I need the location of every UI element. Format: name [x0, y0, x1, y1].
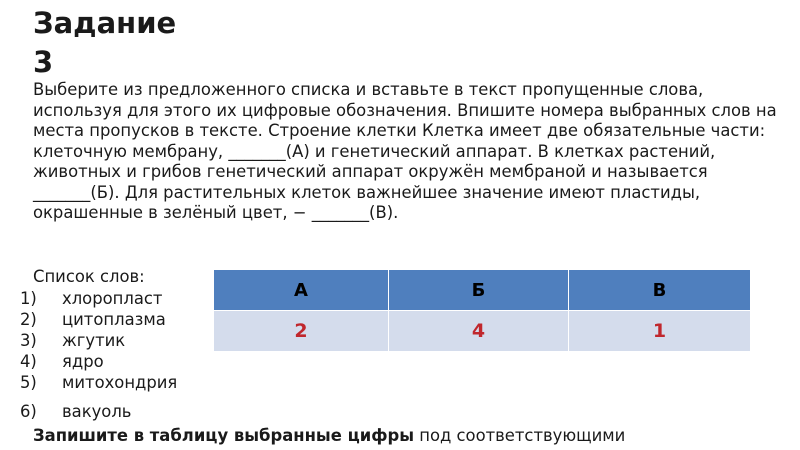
answer-table — [213, 269, 751, 352]
header-cell-a: А — [214, 270, 389, 311]
word-text: хлоропласт — [62, 289, 163, 308]
word-number: 1) — [20, 289, 37, 308]
word-number: 6) — [20, 402, 37, 421]
footer-text: под соответствующими — [414, 426, 626, 445]
word-text: вакуоль — [62, 402, 132, 421]
header-cell-b: Б — [389, 270, 569, 311]
word-list-item — [20, 372, 177, 393]
answer-cell-b: 4 — [389, 311, 569, 352]
task-title-number: 3 — [33, 45, 54, 79]
word-list-item — [20, 401, 177, 422]
footer-instruction — [33, 425, 625, 447]
word-text: ядро — [62, 352, 104, 371]
task-title — [33, 4, 176, 82]
task-title-word: Задание — [33, 6, 177, 40]
answer-cell-v: 1 — [569, 311, 751, 352]
word-list-title: Список слов: — [33, 267, 145, 286]
footer-bold-text: Запишите в таблицу выбранные цифры — [33, 426, 415, 445]
header-cell-v: В — [569, 270, 751, 311]
word-number: 2) — [20, 310, 37, 329]
word-list-item — [20, 288, 177, 309]
word-text: цитоплазма — [62, 310, 166, 329]
answer-cell-a: 2 — [214, 311, 389, 352]
word-text: митохондрия — [62, 373, 178, 392]
word-number: 3) — [20, 331, 37, 350]
word-list-item — [20, 309, 177, 330]
word-list-item — [20, 351, 177, 372]
answer-table-row — [214, 311, 751, 352]
word-number: 4) — [20, 352, 37, 371]
task-text: Выберите из предложенного списка и вставьте в текст пропущенные слова, используя для этого их цифровые обозначения. Впишите номера выбранных слов на места пропусков в тексте. Строение клетки Клетка имеет две обязательные части: клеточную мембрану, _______(А) и генетический аппарат. В клетках растений, животных и грибов генетический аппарат окружён мембраной и называется _______(Б). Для растительных клеток важнейшее значение имеют пластиды, окрашенные в зелёный цвет, − _______(В). — [33, 80, 777, 222]
word-list — [20, 288, 177, 422]
answer-table-header-row — [214, 270, 751, 311]
word-number: 5) — [20, 373, 37, 392]
word-list-item — [20, 330, 177, 351]
word-text: жгутик — [62, 331, 126, 350]
